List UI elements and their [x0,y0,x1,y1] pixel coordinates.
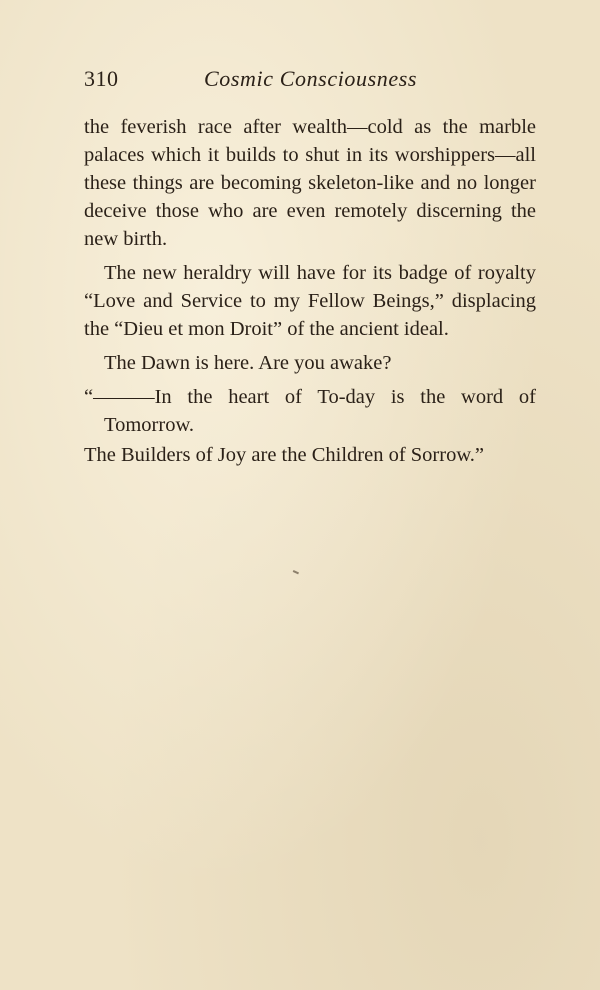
paragraph-heraldry: The new heraldry will have for its badge of royalty “Love and Service to my Fellow Beings,” displacing the “Dieu et mon Droit” of the ancient ideal. [84,262,536,340]
running-title: Cosmic Consciousness [204,66,418,91]
paragraph-continuation: the feverish race after wealth—cold as the marble palaces which it builds to shut in its worshippers—all these things are becoming skeleton-like and no longer deceive those who are even remotely discerning the new birth. [84,116,536,250]
verse-line-1-continued: Tomorrow. [104,414,195,436]
verse-line-1: “———In the heart of To-day is the word of [84,386,536,408]
page-number: 310 [84,66,119,91]
stray-ink-mark [291,570,299,578]
verse-line-2: The Builders of Joy are the Children of Sorrow.” [84,444,485,466]
body-text [84,113,536,469]
page-header [84,66,536,98]
paragraph-dawn: The Dawn is here. Are you awake? [104,352,392,374]
